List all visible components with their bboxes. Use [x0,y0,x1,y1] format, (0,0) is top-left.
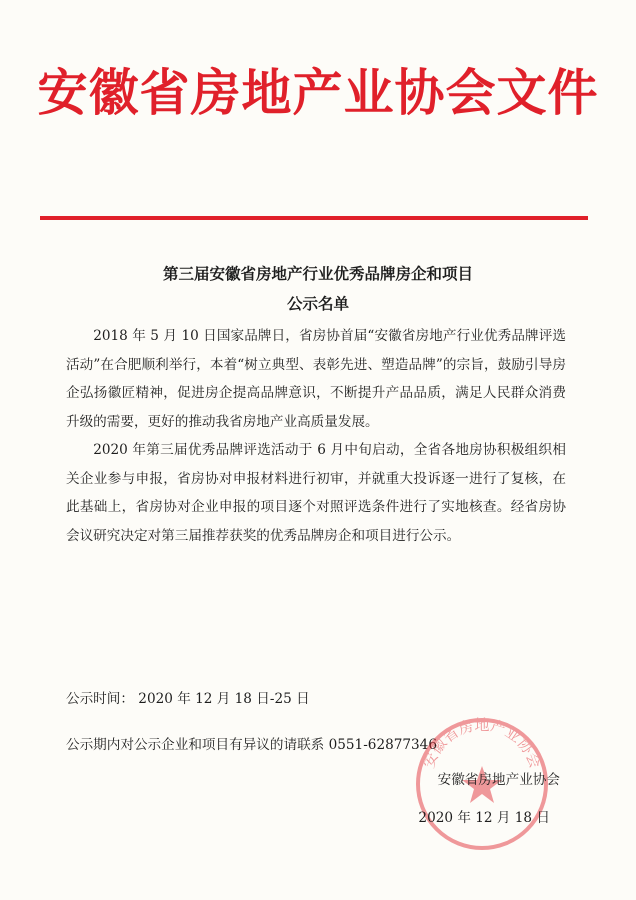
document-subtitle: 公示名单 [286,295,349,313]
signature-org: 安徽省房地产业协会 [437,772,560,788]
seal-text: 安徽省房地产业协会 [419,716,545,771]
notice-contact: 公示期内对公示企业和项目有异议的请联系 0551-62877346 [66,737,437,753]
body-text [66,322,566,550]
document-title: 第三届安徽省房地产行业优秀品牌房企和项目 [162,265,473,283]
red-divider [40,216,588,220]
paragraph-1: 2018 年 5 月 10 日国家品牌日，省房协首届“安徽省房地产行业优秀品牌评选活动”在合肥顺利举行，本着“树立典型、表彰先进、塑造品牌”的宗旨，鼓励引导房企弘扬徽匠精神，促进房企提高品牌意识，不断提升产品品质，满足人民群众消费升级的需要，更好的推动我省房地产业高质量发展。 [66,328,566,430]
masthead-title: 安徽省房地产业协会文件 [37,64,599,122]
paragraph-2: 2020 年第三届优秀品牌评选活动于 6 月中旬启动，全省各地房协积极组织相关企业参与申报，省房协对申报材料进行初审，并就重大投诉逐一进行了复核，在此基础上，省房协对企业申报的项目逐个对照评选条件进行了实地核查。经省房协会议研究决定对第三届推荐获奖的优秀品牌房企和项目进行公示。 [66,442,566,544]
notice-period: 公示时间： 2020 年 12 月 18 日-25 日 [66,691,310,707]
signature-date: 2020 年 12 月 18 日 [418,810,550,826]
svg-text:安徽省房地产业协会 [420,716,545,771]
